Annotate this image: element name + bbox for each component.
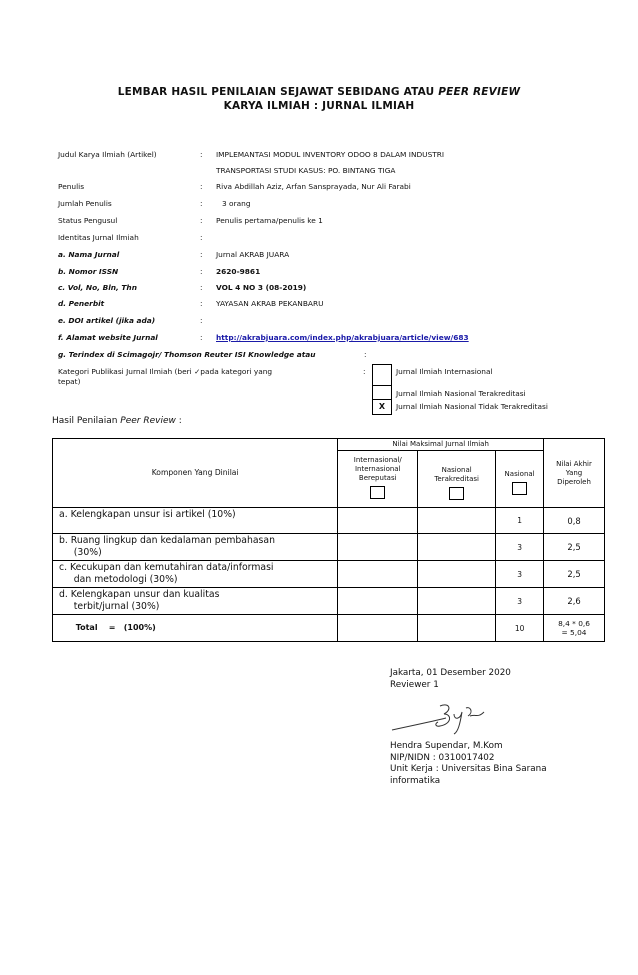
kategori-checkbox-internasional[interactable] — [372, 364, 392, 386]
page-title — [0, 86, 638, 98]
row-label — [53, 561, 338, 588]
colon: : — [200, 182, 203, 191]
reviewer-nip: NIP/NIDN : 0310017402 — [390, 752, 495, 763]
kategori-opt-1: Jurnal Ilmiah Internasional — [396, 367, 493, 376]
row-label-1: a. Kelengkapan unsur isi artikel (10%) — [59, 509, 236, 520]
penerbit-label: d. Penerbit — [58, 299, 105, 308]
komponen-header: Komponen Yang Dinilai — [53, 439, 338, 508]
table-row — [53, 588, 605, 615]
penerbit-value: YAYASAN AKRAB PEKANBARU — [216, 299, 324, 308]
issn-label: b. Nomor ISSN — [58, 267, 119, 276]
cell-empty — [418, 615, 496, 642]
col-nas-checkbox[interactable] — [512, 482, 527, 495]
status-value: Penulis pertama/penulis ke 1 — [216, 216, 323, 225]
hasil-label — [52, 416, 182, 426]
row-label-1: d. Kelengkapan unsur dan kualitas — [59, 589, 220, 600]
cell-empty — [418, 561, 496, 588]
signature-block — [390, 668, 511, 691]
jumlah-label: Jumlah Penulis — [58, 199, 112, 208]
kategori-label-2: tepat) — [58, 377, 81, 386]
cell-empty — [338, 588, 418, 615]
nilai-akhir-header — [544, 439, 605, 508]
colon: : — [200, 233, 203, 242]
row-max: 3 — [496, 534, 544, 561]
nama-value: Jurnal AKRAB JUARA — [216, 250, 290, 259]
row-label-2: (30%) — [59, 547, 102, 558]
row-label — [53, 508, 338, 534]
col-intl-checkbox[interactable] — [370, 486, 385, 499]
title-line1: LEMBAR HASIL PENILAIAN SEJAWAT SEBIDANG ATAU — [117, 86, 439, 98]
journal-url-link[interactable]: http://akrabjuara.com/index.php/akrabjuara/article/view/683 — [216, 333, 469, 342]
cell-empty — [418, 534, 496, 561]
total-max: 10 — [496, 615, 544, 642]
cell-empty — [338, 561, 418, 588]
row-final: 2,5 — [544, 561, 605, 588]
issn-value: 2620-9861 — [216, 267, 261, 276]
col-nas-akr-label: Nasional Terakreditasi — [434, 465, 479, 483]
status-label: Status Pengusul — [58, 216, 118, 225]
reviewer-name: Hendra Supendar, M.Kom — [390, 741, 503, 751]
penulis-value: Riva Abdillah Aziz, Arfan Sansprayada, Nur Ali Farabi — [216, 182, 411, 191]
hasil-label-plain: Hasil Penilaian — [52, 416, 121, 426]
judul-value-2: TRANSPORTASI STUDI KASUS: PO. BINTANG TIGA — [216, 166, 396, 175]
row-max: 3 — [496, 561, 544, 588]
page-subtitle: KARYA ILMIAH : JURNAL ILMIAH — [223, 100, 415, 112]
cell-empty — [418, 588, 496, 615]
hasil-label-end: : — [175, 416, 182, 426]
kategori-label-1: Kategori Publikasi Jurnal Ilmiah (beri ✓pada kategori yang — [58, 367, 273, 376]
hasil-label-italic: Peer Review — [120, 416, 176, 426]
review-table — [52, 438, 605, 642]
row-label-1: c. Kecukupan dan kemutahiran data/informasi — [59, 562, 274, 573]
row-label — [53, 588, 338, 615]
col-intl-label: Internasional/ Internasional Bereputasi — [353, 456, 402, 482]
colon: : — [200, 316, 203, 325]
penulis-label: Penulis — [58, 182, 85, 191]
kategori-checkbox-nasional-tidak-terakreditasi[interactable]: X — [372, 399, 392, 415]
row-label — [53, 534, 338, 561]
col-nas-label: Nasional — [504, 470, 535, 478]
col-nas-akr-checkbox[interactable] — [449, 487, 464, 500]
cell-empty — [338, 615, 418, 642]
row-final: 0,8 — [544, 508, 605, 534]
kategori-opt-3: Jurnal Ilmiah Nasional Tidak Terakreditasi — [396, 402, 548, 411]
col-nasional — [496, 451, 544, 508]
reviewer-label: Reviewer 1 — [390, 679, 439, 690]
vol-value: VOL 4 NO 3 (08-2019) — [216, 283, 307, 292]
total-final — [544, 615, 605, 642]
colon: : — [364, 350, 367, 359]
judul-value-1: IMPLEMANTASI MODUL INVENTORY ODOO 8 DALAM INDUSTRI — [216, 150, 445, 159]
alamat-label: f. Alamat website Jurnal — [58, 333, 158, 342]
cell-empty — [338, 534, 418, 561]
colon: : — [200, 199, 203, 208]
colon: : — [200, 333, 203, 342]
table-row-total — [53, 615, 605, 642]
reviewer-unit-1: Unit Kerja : Universitas Bina Sarana — [390, 764, 547, 774]
row-label-2: dan metodologi (30%) — [59, 574, 178, 585]
total-final-1: 8,4 * 0,6 — [558, 619, 590, 628]
colon: : — [200, 150, 203, 159]
col-nasional-terakreditasi — [418, 451, 496, 508]
reviewer-unit-2: informatika — [390, 775, 441, 786]
row-max: 3 — [496, 588, 544, 615]
kategori-opt-2: Jurnal Ilmiah Nasional Terakreditasi — [396, 389, 526, 398]
nilai-maks-header: Nilai Maksimal Jurnal Ilmiah — [338, 439, 544, 451]
table-row — [53, 508, 605, 534]
total-final-2: = 5,04 — [561, 628, 587, 637]
row-final: 2,6 — [544, 588, 605, 615]
judul-label: Judul Karya Ilmiah (Artikel) — [58, 150, 157, 159]
colon: : — [200, 299, 203, 308]
row-final: 2,5 — [544, 534, 605, 561]
row-max: 1 — [496, 508, 544, 534]
jumlah-value: 3 orang — [222, 199, 251, 208]
title-italic: PEER REVIEW — [438, 86, 521, 98]
vol-label: c. Vol, No, Bln, Thn — [58, 283, 137, 292]
cell-empty — [418, 508, 496, 534]
table-row — [53, 561, 605, 588]
col-internasional — [338, 451, 418, 508]
place-date: Jakarta, 01 Desember 2020 — [390, 668, 511, 678]
colon: : — [200, 267, 203, 276]
col-akhir-label: Nilai Akhir Yang Diperoleh — [556, 459, 592, 486]
colon: : — [200, 283, 203, 292]
doi-label: e. DOI artikel (jika ada) — [58, 316, 156, 325]
signature-details — [390, 741, 547, 787]
colon: : — [200, 250, 203, 259]
signature-image — [390, 700, 500, 738]
nama-label: a. Nama Jurnal — [58, 250, 120, 259]
identitas-label: Identitas Jurnal Ilmiah — [58, 233, 139, 242]
total-label: Total = (100%) — [53, 615, 338, 642]
colon: : — [200, 216, 203, 225]
row-label-2: terbit/jurnal (30%) — [59, 601, 160, 612]
cell-empty — [338, 508, 418, 534]
terindeks-label: g. Terindex di Scimagojr/ Thomson Reuter ISI Knowledge atau — [58, 350, 316, 359]
row-label-1: b. Ruang lingkup dan kedalaman pembahasan — [59, 535, 275, 546]
colon: : — [363, 367, 366, 376]
table-row — [53, 534, 605, 561]
